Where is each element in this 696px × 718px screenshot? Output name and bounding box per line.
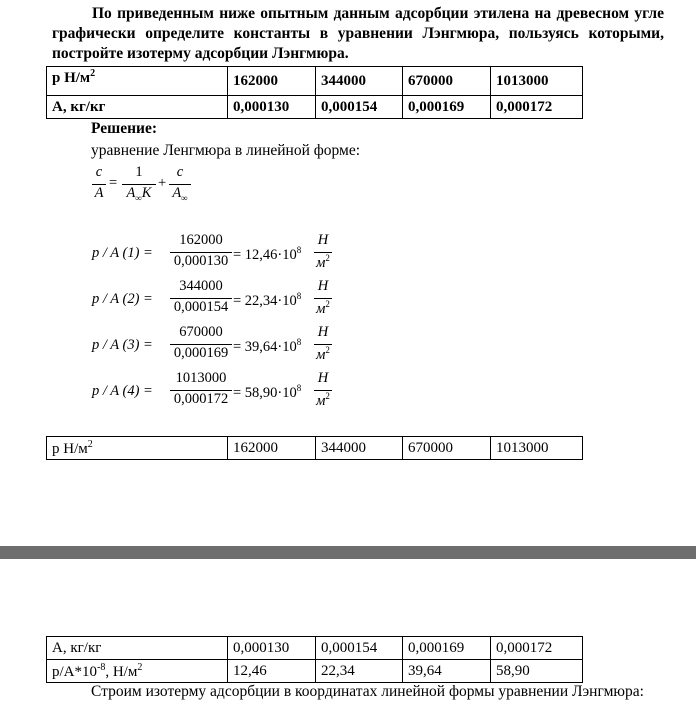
calc-label: p / A (3) =	[92, 337, 153, 353]
calc-unit: Н $м^2$	[314, 324, 332, 364]
table-cell: 670000	[403, 437, 491, 460]
problem-statement: По приведенным ниже опытным данным адсорбции этилена на древесном угле графически определите константы в уравнении Лэнгмюра, пользуясь которыми, постройте изотерму адсорбции Лэнгмюра.	[52, 5, 664, 62]
data-table-results-part2	[46, 636, 583, 683]
table-cell: 0,000130	[228, 96, 316, 119]
term2-denominator: $A_\infty$	[172, 185, 188, 203]
plus-sign: +	[158, 175, 167, 191]
data-table-results-part1	[46, 436, 583, 460]
table-row	[47, 67, 583, 96]
table-row	[47, 437, 583, 460]
calculation-2	[92, 278, 352, 322]
calc-result: = $22,34\cdot 10^8$	[233, 291, 302, 309]
calc-numerator: 1013000	[175, 370, 227, 386]
calc-denominator: 0,000172	[173, 391, 229, 407]
table-cell: 0,000154	[316, 637, 403, 660]
data-table-initial	[46, 66, 583, 119]
table-cell: 22,34	[316, 660, 403, 683]
calc-unit: Н $м^2$	[314, 370, 332, 410]
table-cell: 1013000	[491, 67, 583, 96]
calc-denominator: 0,000154	[173, 299, 229, 315]
table-cell: 0,000172	[491, 96, 583, 119]
calc-fraction	[170, 324, 232, 362]
table-cell: 670000	[403, 67, 491, 96]
table-cell: 344000	[316, 67, 403, 96]
calc-label: p / A (4) =	[92, 383, 153, 399]
table-cell-header: А, кг/кг	[47, 637, 228, 660]
calc-unit: Н $м^2$	[314, 232, 332, 272]
calc-fraction	[170, 370, 232, 408]
calc-label: p / A (1) =	[92, 245, 153, 261]
term2-numerator: c	[176, 164, 184, 180]
calc-numerator: 670000	[179, 324, 223, 340]
term1-numerator: 1	[135, 164, 143, 180]
table-cell: 12,46	[228, 660, 316, 683]
table-cell: 344000	[316, 437, 403, 460]
calculation-3	[92, 324, 352, 368]
page-break-divider	[0, 546, 696, 559]
table-cell: 0,000172	[491, 637, 583, 660]
calc-unit: Н $м^2$	[314, 278, 332, 318]
calc-result: = $12,46\cdot 10^8$	[233, 245, 302, 263]
table-row	[47, 660, 583, 683]
equals-sign: =	[109, 175, 118, 191]
langmuir-linear-formula	[90, 164, 200, 208]
lhs-denominator: A	[94, 185, 104, 201]
table-row	[47, 637, 583, 660]
table-cell: 0,000169	[403, 637, 491, 660]
table-cell: 0,000154	[316, 96, 403, 119]
table-cell-header: $р/А*10^{-8}$, $Н/м^2$	[47, 660, 228, 683]
term2-fraction	[169, 164, 191, 203]
term1-denominator: $A_\infty K$	[126, 185, 152, 203]
table-cell-header: А, кг/кг	[47, 96, 228, 119]
table-cell: 162000	[228, 437, 316, 460]
table-cell: 1013000	[491, 437, 583, 460]
closing-text: Строим изотерму адсорбции в координатах линейной формы уравнении Лэнгмюра:	[91, 683, 644, 700]
calc-fraction	[170, 232, 232, 270]
solution-intro: уравнение Ленгмюра в линейной форме:	[91, 142, 361, 159]
calculation-4	[92, 370, 352, 414]
table-cell-header: р $Н/м^2$	[47, 67, 228, 96]
calc-denominator: 0,000130	[173, 253, 229, 269]
table-cell: 58,90	[491, 660, 583, 683]
table-cell: 39,64	[403, 660, 491, 683]
calc-fraction	[170, 278, 232, 316]
term1-fraction	[122, 164, 156, 203]
calc-label: p / A (2) =	[92, 291, 153, 307]
table-cell: 0,000169	[403, 96, 491, 119]
solution-title: Решение:	[91, 120, 158, 137]
table-cell: 0,000130	[228, 637, 316, 660]
calc-result: = $39,64\cdot 10^8$	[233, 337, 302, 355]
calc-result: = $58,90\cdot 10^8$	[233, 383, 302, 401]
calculation-1	[92, 232, 352, 276]
calc-denominator: 0,000169	[173, 345, 229, 361]
calc-numerator: 162000	[179, 232, 223, 248]
lhs-fraction	[92, 164, 106, 202]
table-cell: 162000	[228, 67, 316, 96]
calc-numerator: 344000	[179, 278, 223, 294]
table-cell-header: р $Н/м^2$	[47, 437, 228, 460]
lhs-numerator: c	[95, 164, 103, 180]
table-row	[47, 96, 583, 119]
